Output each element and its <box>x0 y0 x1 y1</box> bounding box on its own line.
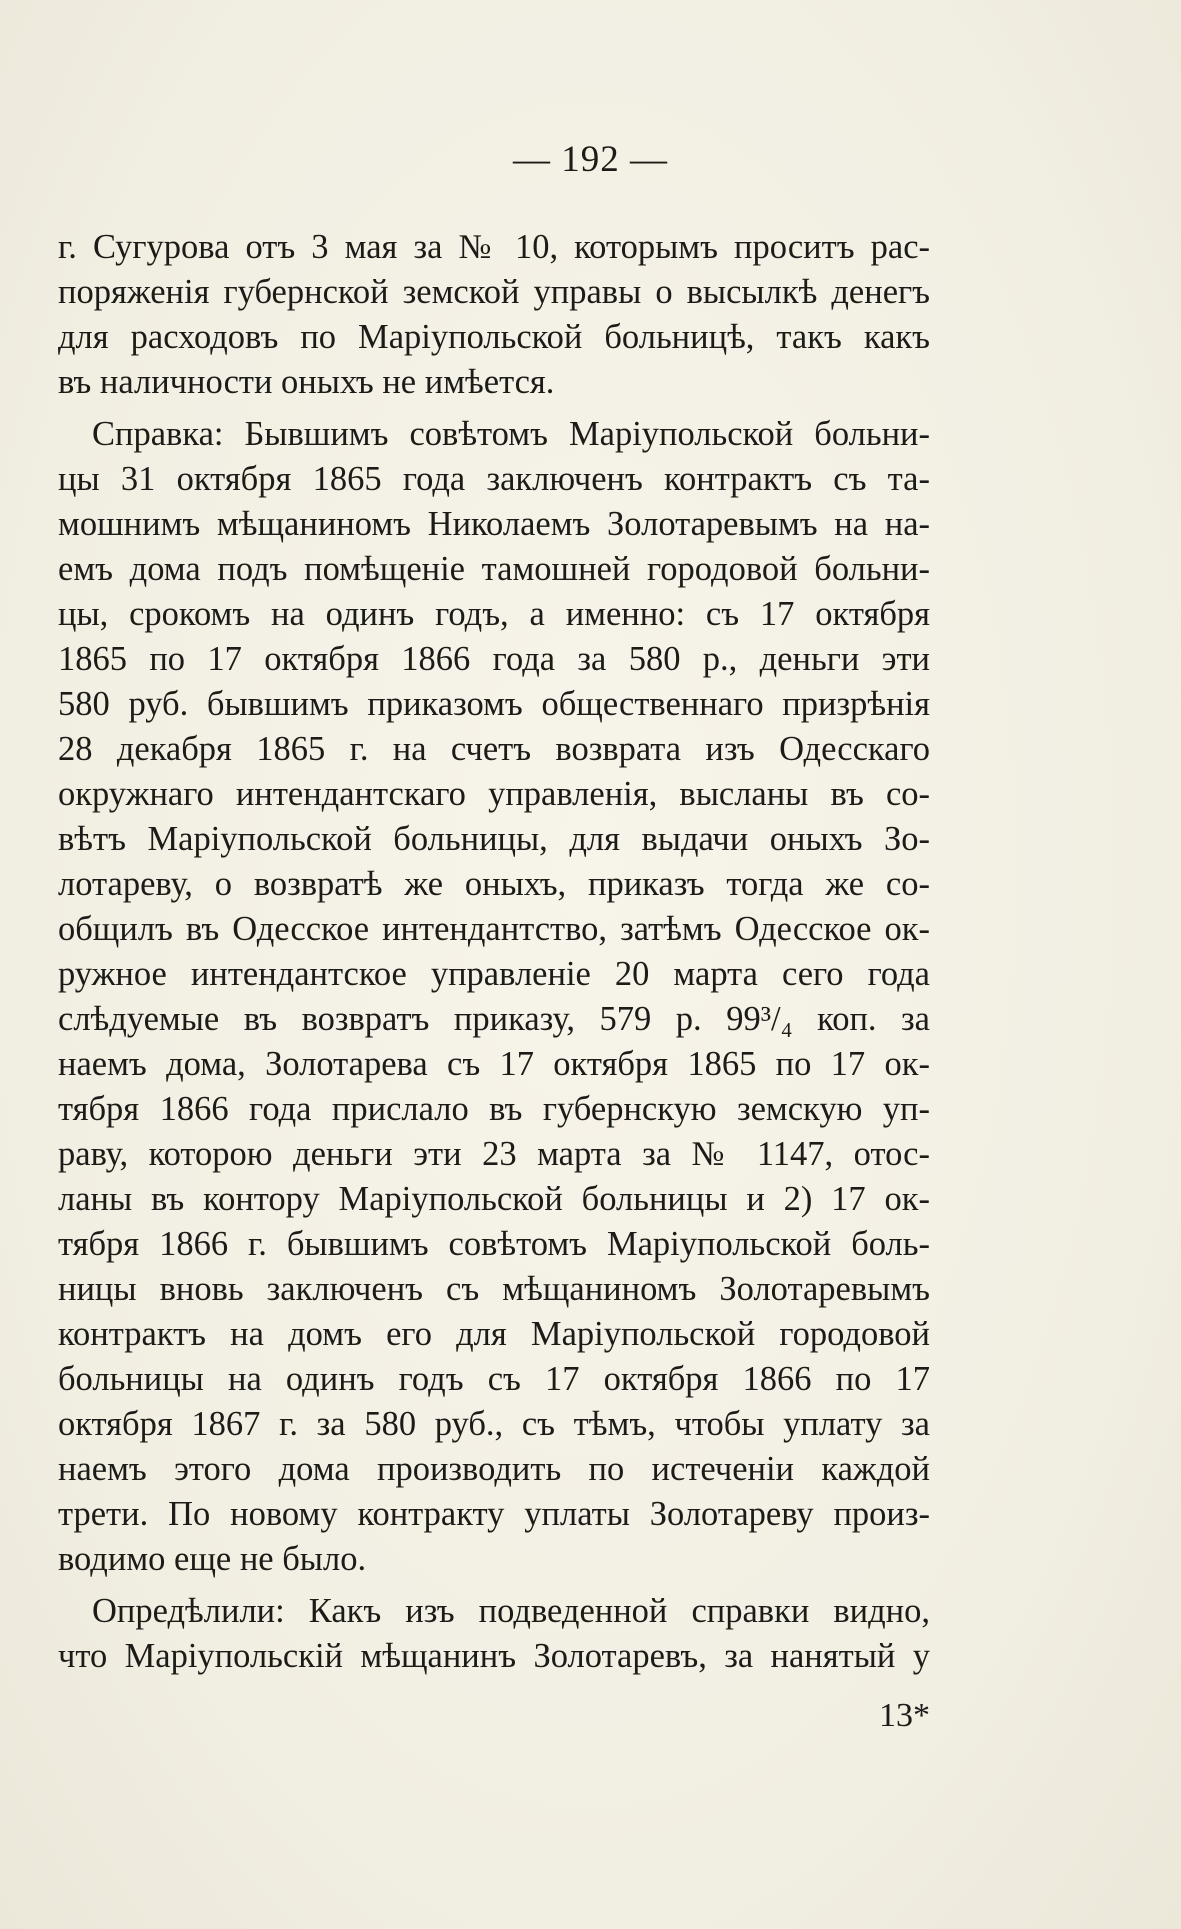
signature-mark: 13* <box>879 1697 930 1734</box>
text-line: цы, срокомъ на одинъ годъ, а именно: съ 17 октября <box>58 595 930 633</box>
text-line: Справка: Бывшимъ совѣтомъ Маріупольской больни- <box>92 415 930 453</box>
body-text <box>58 225 930 1679</box>
text-line: ланы въ контору Маріупольской больницы и 2) 17 ок- <box>58 1180 930 1218</box>
text-line: Опредѣлили: Какъ изъ подведенной справки видно, <box>92 1592 930 1630</box>
text-line: ницы вновь заключенъ съ мѣщаниномъ Золотаревымъ <box>58 1270 930 1308</box>
text-line: водимо еще не было. <box>58 1540 367 1578</box>
text-line: слѣдуемые въ возвратъ приказу, 579 р. 99³/₄ коп. за <box>58 1000 930 1038</box>
text-line: раву, которою деньги эти 23 марта за № 1147, отос- <box>58 1135 930 1173</box>
text-line: что Маріупольскій мѣщанинъ Золотаревъ, за нанятый у <box>58 1637 930 1675</box>
text-line: тября 1866 г. бывшимъ совѣтомъ Маріупольской боль- <box>58 1225 930 1263</box>
text-line: контрактъ на домъ его для Маріупольской городовой <box>58 1315 930 1353</box>
text-line: г. Сугурова отъ 3 мая за № 10, которымъ проситъ рас- <box>58 228 930 266</box>
text-line: поряженія губернской земской управы о высылкѣ денегъ <box>58 273 930 311</box>
text-line: мошнимъ мѣщаниномъ Николаемъ Золотаревымъ на на- <box>58 505 930 543</box>
text-line: окружнаго интендантскаго управленія, высланы въ со- <box>58 775 930 813</box>
text-line: 1865 по 17 октября 1866 года за 580 р., деньги эти <box>58 640 930 678</box>
page-number: — 192 — <box>513 139 668 180</box>
text-line: лотареву, о возвратѣ же оныхъ, приказъ тогда же со- <box>58 865 930 903</box>
text-line: для расходовъ по Маріупольской больницѣ, такъ какъ <box>58 318 930 356</box>
text-line: цы 31 октября 1865 года заключенъ контрактъ съ та- <box>58 460 930 498</box>
paragraph-gap <box>58 1582 930 1589</box>
text-line: трети. По новому контракту уплаты Золотареву произ- <box>58 1495 930 1533</box>
text-line: 580 руб. бывшимъ приказомъ общественнаго призрѣнія <box>58 685 930 723</box>
text-line: емъ дома подъ помѣщеніе тамошней городовой больни- <box>58 550 930 588</box>
text-line: въ наличности оныхъ не имѣется. <box>58 363 555 401</box>
text-line: тября 1866 года прислало въ губернскую земскую уп- <box>58 1090 930 1128</box>
text-line: наемъ этого дома производить по истеченіи каждой <box>58 1450 930 1488</box>
text-line: наемъ дома, Золотарева съ 17 октября 1865 по 17 ок- <box>58 1045 930 1083</box>
text-line: ружное интендантское управленіе 20 марта сего года <box>58 955 930 993</box>
paragraph-gap <box>58 405 930 412</box>
text-line: больницы на одинъ годъ съ 17 октября 1866 по 17 <box>58 1360 930 1398</box>
text-line: 28 декабря 1865 г. на счетъ возврата изъ Одесскаго <box>58 730 930 768</box>
text-line: общилъ въ Одесское интендантство, затѣмъ Одесское ок- <box>58 910 930 948</box>
text-line: октября 1867 г. за 580 руб., съ тѣмъ, чтобы уплату за <box>58 1405 930 1443</box>
text-line: вѣтъ Маріупольской больницы, для выдачи оныхъ Зо- <box>58 820 930 858</box>
